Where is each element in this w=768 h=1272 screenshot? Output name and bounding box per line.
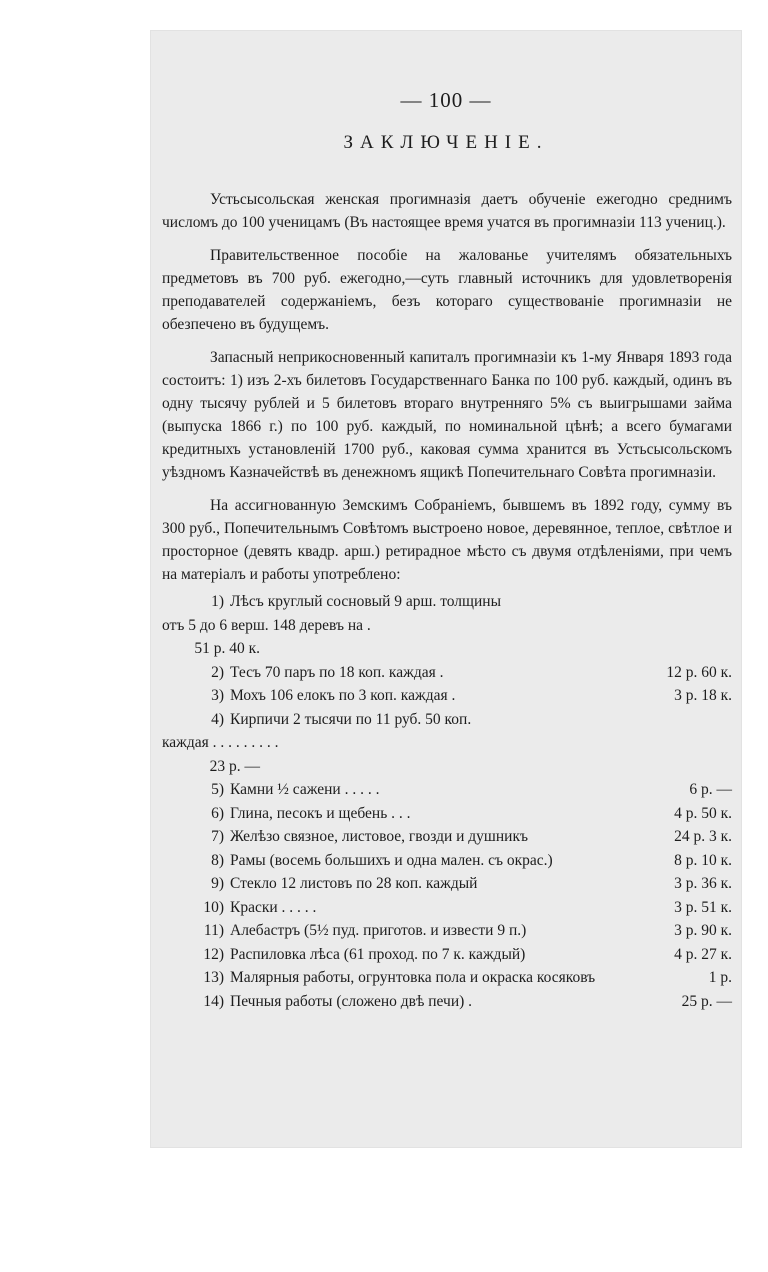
item-text: Желѣзо связное, листовое, гвозди и душникъ <box>230 828 529 845</box>
section-heading: ЗАКЛЮЧЕНІЕ. <box>343 132 549 153</box>
item-amount: 8 р. 10 к. <box>674 851 732 869</box>
item-text-continued: отъ 5 до 6 верш. 148 деревъ на . <box>162 616 371 634</box>
item-amount: 3 р. 51 к. <box>674 898 732 916</box>
item-number: 2) <box>211 663 224 681</box>
expense-item <box>162 684 732 708</box>
document-body <box>162 188 732 1013</box>
expense-item <box>162 849 732 873</box>
item-amount: 25 р. — <box>681 992 732 1010</box>
item-amount: 4 р. 27 к. <box>674 945 732 963</box>
expense-item <box>162 966 732 990</box>
item-amount: 12 р. 60 к. <box>666 663 732 681</box>
expense-item <box>162 708 732 779</box>
item-text: Алебастръ (5½ пуд. приготов. и извести 9 п.) <box>230 922 527 939</box>
item-text-continued: каждая . . . . . . . . . <box>162 734 279 751</box>
document-page <box>150 30 742 1148</box>
item-text: Стекло 12 листовъ по 28 коп. каждый <box>230 875 478 892</box>
item-text: Тесъ 70 паръ по 18 коп. каждая . <box>230 663 444 681</box>
expense-item <box>162 896 732 920</box>
item-text: Распиловка лѣса (61 проход. по 7 к. каждый) <box>230 945 526 963</box>
item-number: 12) <box>203 945 224 963</box>
expense-item <box>162 590 732 661</box>
item-text: Кирпичи 2 тысячи по 11 руб. 50 коп. <box>230 710 472 728</box>
page-number: — 100 — <box>400 88 492 112</box>
item-text: Камни ½ сажени . . . . . <box>230 781 380 798</box>
expense-item <box>162 990 732 1014</box>
item-text: Лѣсъ круглый сосновый 9 арш. толщины <box>230 593 501 610</box>
item-amount: 51 р. 40 к. <box>194 640 260 657</box>
expense-item <box>162 872 732 896</box>
expense-item <box>162 919 732 943</box>
item-number: 7) <box>211 828 224 845</box>
item-number: 10) <box>203 898 224 916</box>
item-number: 6) <box>211 804 224 822</box>
item-number: 5) <box>211 781 224 798</box>
item-amount: 3 р. 36 к. <box>674 875 732 892</box>
expenses-intro: На ассигнованную Земскимъ Собраніемъ, бывшемъ въ 1892 году, сумму въ 300 руб., Попечительнымъ Совѣтомъ выстроено новое, деревянное, теплое, свѣтлое и просторное (девять квадр. арш.) ретирадное мѣсто съ двумя отдѣленіями, при чемъ на матеріалъ и работы употреблено: <box>162 497 732 583</box>
paragraph: Запасный неприкосновенный капиталъ прогимназіи къ 1-му Января 1893 года состоитъ: 1) изъ 2-хъ билетовъ Государственнаго Банка по 100 руб. каждый, одинъ въ одну тысячу рублей и 5 билетовъ втораго внутренняго 5% съ выигрышами займа (выпуска 1866 г.) по 100 руб. каждый, по номинальной цѣнѣ; а всего бумагами кредитныхъ установленій 1700 руб., каковая сумма хранится въ Устьсысольскомъ уѣздномъ Казначействѣ въ денежномъ ящикѣ Попечительнаго Совѣта прогимназіи. <box>162 349 732 481</box>
item-text: Глина, песокъ и щебень . . . <box>230 804 411 822</box>
item-text: Печныя работы (сложено двѣ печи) . <box>230 992 473 1010</box>
item-amount: 24 р. 3 к. <box>674 828 732 845</box>
expense-item <box>162 943 732 967</box>
item-text: Мохъ 106 елокъ по 3 коп. каждая . <box>230 687 456 704</box>
item-amount: 6 р. — <box>689 781 732 798</box>
expense-item <box>162 661 732 685</box>
paragraph: Правительственное пособіе на жалованье учителямъ обязательныхъ предметовъ въ 700 руб. ежегодно,—суть главный источникъ для удовлетворенія преподавателей содержаніемъ, безъ котораго существованіе прогимназіи не обезпечено въ будущемъ. <box>162 247 732 333</box>
item-number: 1) <box>211 593 224 610</box>
item-number: 11) <box>203 922 224 939</box>
item-amount: 3 р. 18 к. <box>674 687 732 704</box>
item-number: 8) <box>211 851 224 869</box>
item-number: 4) <box>211 710 224 728</box>
paragraph: Устьсысольская женская прогимназія даетъ обученіе ежегодно среднимъ числомъ до 100 ученицамъ (Въ настоящее время учатся въ прогимназіи 113 учениц.). <box>162 191 732 231</box>
item-number: 9) <box>211 875 224 892</box>
item-amount: 1 р. <box>708 969 732 986</box>
item-amount: 3 р. 90 к. <box>674 922 732 939</box>
item-text: Малярныя работы, огрунтовка пола и окраска косяковъ <box>230 969 596 986</box>
item-number: 14) <box>203 992 224 1010</box>
expense-list <box>162 590 732 1013</box>
item-text: Краски . . . . . <box>230 898 317 916</box>
expense-item <box>162 778 732 802</box>
expense-item <box>162 802 732 826</box>
item-amount: 4 р. 50 к. <box>674 804 732 822</box>
expense-item <box>162 825 732 849</box>
item-text: Рамы (восемь большихъ и одна мален. съ окрас.) <box>230 851 553 869</box>
item-number: 3) <box>211 687 224 704</box>
item-number: 13) <box>203 969 224 986</box>
item-amount: 23 р. — <box>209 757 260 775</box>
